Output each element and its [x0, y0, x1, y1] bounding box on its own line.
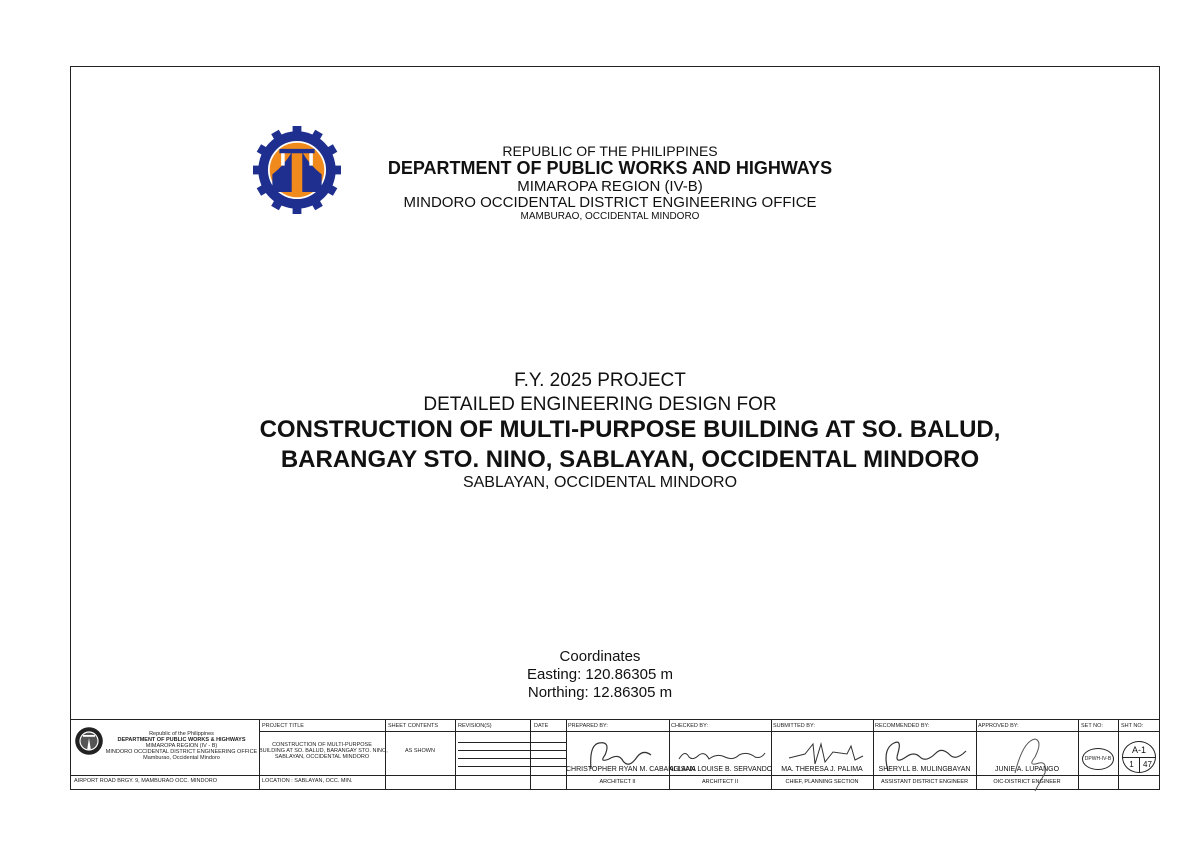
revision-row [458, 742, 566, 743]
header-region: MIMAROPA REGION (IV-B) [517, 178, 703, 195]
prepared-name: CHRISTOPHER RYAN M. CABANGISAN [566, 766, 696, 773]
sheet-contents-value: AS SHOWN [405, 748, 435, 754]
submitted-label: SUBMITTED BY: [773, 723, 815, 729]
sht-no-label: SHT NO: [1121, 723, 1144, 729]
tb-project-title-3: SABLAYAN, OCCIDENTAL MINDORO [274, 754, 370, 760]
prepared-label: PREPARED BY: [568, 723, 608, 729]
sheet-contents-label: SHEET CONTENTS [388, 723, 439, 729]
approved-role: OIC-DISTRICT ENGINEER [993, 779, 1061, 785]
tb-region: MIMAROPA REGION (IV - B) [145, 743, 218, 749]
dpwh-small-logo [74, 726, 104, 756]
project-design-heading: DETAILED ENGINEERING DESIGN FOR [423, 394, 777, 415]
recommended-role: ASSISTANT DISTRICT ENGINEER [880, 779, 969, 785]
revision-row [458, 766, 566, 767]
checked-name: ALLANA LOUISE B. SERVANDO [669, 766, 773, 773]
tb-department: DEPARTMENT OF PUBLIC WORKS & HIGHWAYS [117, 737, 246, 743]
header-address: MAMBURAO, OCCIDENTAL MINDORO [520, 211, 700, 222]
tb-project-title-2: BUILDING AT SO. BALUD, BARANGAY STO. NINO, [259, 748, 388, 754]
sheet-total: 47 [1143, 760, 1152, 769]
checked-signature [675, 745, 767, 765]
coordinates-label: Coordinates [559, 648, 641, 665]
approved-signature [1005, 733, 1055, 795]
project-fiscal-year: F.Y. 2025 PROJECT [514, 370, 686, 391]
title-block-footer-line [70, 775, 1160, 776]
approved-label: APPROVED BY: [978, 723, 1019, 729]
recommended-label: RECOMMENDED BY: [875, 723, 930, 729]
tb-republic: Republic of the Philippines [149, 731, 214, 737]
set-no-value: DPWH-IV-B [1084, 756, 1112, 762]
tb-project-title-1: CONSTRUCTION OF MULTI-PURPOSE [272, 742, 372, 748]
checked-label: CHECKED BY: [671, 723, 708, 729]
header-office: MINDORO OCCIDENTAL DISTRICT ENGINEERING OFFICE [403, 194, 817, 211]
header-republic: REPUBLIC OF THE PHILIPPINES [502, 143, 718, 159]
sheet-number: 1 [1129, 760, 1134, 769]
sheet-code: A-1 [1131, 745, 1146, 755]
revision-row [458, 758, 566, 759]
tb-city: Mamburao, Occidental Mindoro [143, 755, 220, 761]
submitted-role: CHIEF, PLANNING SECTION [785, 779, 859, 785]
checked-role: ARCHITECT II [702, 779, 738, 785]
tb-office: MINDORO OCCIDENTAL DISTRICT ENGINEERING OFFICE [105, 749, 258, 755]
date-label: DATE [534, 723, 549, 729]
project-title-label: PROJECT TITLE [262, 723, 304, 729]
prepared-role: ARCHITECT II [599, 779, 636, 785]
set-no-label: SET NO: [1081, 723, 1103, 729]
tb-location: LOCATION : SABLAYAN, OCC. MIN. [262, 778, 353, 784]
submitted-signature [785, 738, 865, 768]
tb-address: AIRPORT ROAD BRGY. 9, MAMBURAO OCC. MINDORO [74, 778, 218, 784]
recommended-name: SHERYLL B. MULINGBAYAN [878, 766, 971, 773]
project-title-line2: BARANGAY STO. NINO, SABLAYAN, OCCIDENTAL MINDORO [280, 446, 980, 473]
submitted-name: MA. THERESA J. PALIMA [781, 766, 863, 773]
revision-row [458, 750, 566, 751]
project-location: SABLAYAN, OCCIDENTAL MINDORO [462, 474, 738, 491]
coordinates-easting: Easting: 120.86305 m [527, 666, 673, 683]
approved-name: JUNIE A. LUPANGO [994, 766, 1060, 773]
header-department: DEPARTMENT OF PUBLIC WORKS AND HIGHWAYS [387, 158, 833, 178]
revisions-label: REVISION(S) [458, 723, 492, 729]
project-title-line1: CONSTRUCTION OF MULTI-PURPOSE BUILDING AT SO. BALUD, [259, 416, 1001, 443]
coordinates-northing: Northing: 12.86305 m [527, 684, 673, 701]
